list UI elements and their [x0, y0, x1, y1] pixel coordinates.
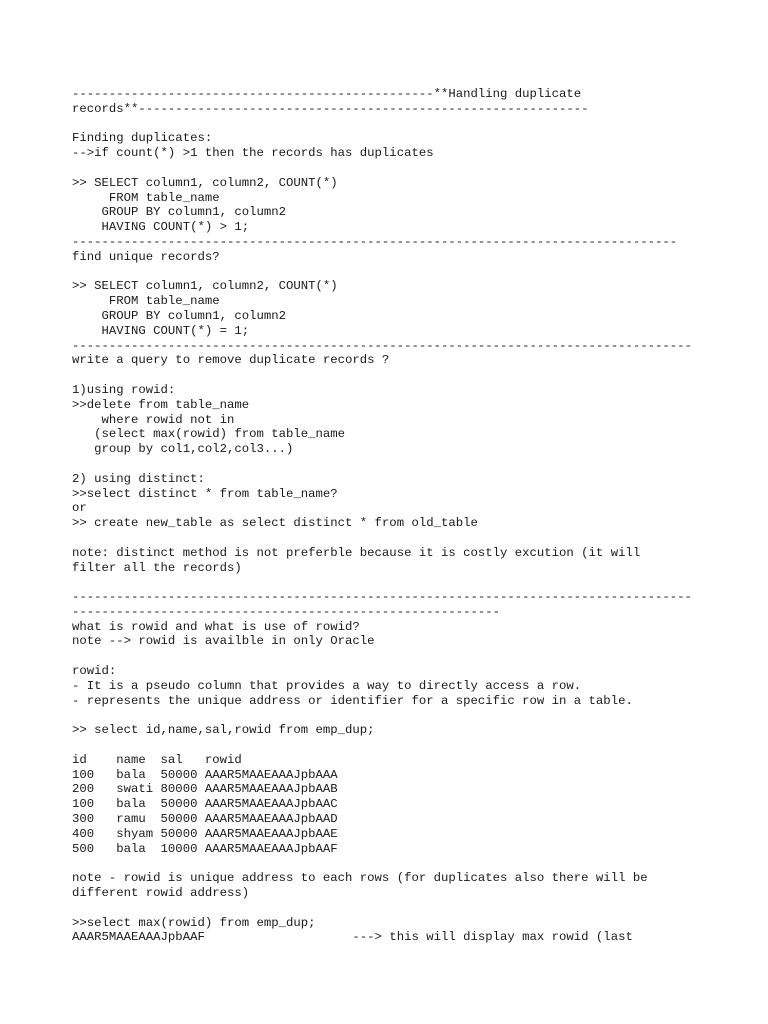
- using-distinct-label: 2) using distinct:: [72, 471, 205, 486]
- blank-line: [72, 117, 732, 132]
- sql-max-rowid-line: >>select max(rowid) from emp_dup;: [72, 915, 316, 930]
- count-note: -->if count(*) >1 then the records has duplicates: [72, 146, 434, 161]
- blank-line: [72, 265, 732, 280]
- sql-group-by-line: GROUP BY column1, column2: [72, 205, 287, 220]
- rowid-label: rowid:: [72, 664, 117, 679]
- distinct-note-line-1: note: distinct method is not preferble because it is costly excution (it will: [72, 545, 641, 560]
- result-table-row: 300 ramu 50000 AAAR5MAAEAAAJpbAAD: [72, 812, 338, 827]
- result-table-row: 100 bala 50000 AAAR5MAAEAAAJpbAAC: [72, 797, 338, 812]
- result-table-row: 200 swati 80000 AAAR5MAAEAAAJpbAAB: [72, 782, 338, 797]
- blank-line: [72, 161, 732, 176]
- sql-select-line: >> SELECT column1, column2, COUNT(*): [72, 175, 338, 190]
- document-page: [72, 87, 732, 945]
- divider-line: ----------------------------------------------------------------------------------: [72, 234, 678, 249]
- sql-subquery-line: (select max(rowid) from table_name: [72, 427, 346, 442]
- sql-from-line: FROM table_name: [72, 190, 220, 205]
- sql-select-line: >> SELECT column1, column2, COUNT(*): [72, 279, 338, 294]
- divider-line: ------------------------------------------------------------------------------------: [72, 338, 692, 353]
- or-label: or: [72, 501, 87, 516]
- sql-from-line: FROM table_name: [72, 294, 220, 309]
- sql-having-line: HAVING COUNT(*) > 1;: [72, 220, 250, 235]
- result-table-row: 100 bala 50000 AAAR5MAAEAAAJpbAAA: [72, 767, 338, 782]
- blank-line: [72, 368, 732, 383]
- blank-line: [72, 856, 732, 871]
- blank-line: [72, 575, 732, 590]
- remove-duplicates-question: write a query to remove duplicate records ?: [72, 353, 390, 368]
- sql-having-line: HAVING COUNT(*) = 1;: [72, 323, 250, 338]
- finding-duplicates-label: Finding duplicates:: [72, 131, 213, 146]
- divider-line: ----------------------------------------------------------: [72, 604, 501, 619]
- divider-line: ------------------------------------------------------------------------------------: [72, 590, 692, 605]
- rowid-definition-1: - It is a pseudo column that provides a way to directly access a row.: [72, 678, 582, 693]
- max-rowid-result-line: AAAR5MAAEAAAJpbAAF ---> this will display max rowid (last: [72, 930, 633, 945]
- heading-line-2: records**-------------------------------------------------------------: [72, 101, 589, 116]
- sql-select-rowid-line: >> select id,name,sal,rowid from emp_dup;: [72, 723, 375, 738]
- distinct-note-line-2: filter all the records): [72, 560, 242, 575]
- rowid-oracle-note: note --> rowid is availble in only Oracle: [72, 634, 375, 649]
- blank-line: [72, 457, 732, 472]
- blank-line: [72, 901, 732, 916]
- sql-select-distinct-line: >>select distinct * from table_name?: [72, 486, 338, 501]
- rowid-unique-note-2: different rowid address): [72, 886, 250, 901]
- blank-line: [72, 738, 732, 753]
- rowid-unique-note-1: note - rowid is unique address to each rows (for duplicates also there will be: [72, 871, 648, 886]
- heading-line-1: -------------------------------------------------**Handling duplicate: [72, 87, 582, 101]
- rowid-definition-2: - represents the unique address or identifier for a specific row in a table.: [72, 693, 633, 708]
- sql-group-by-line: GROUP BY column1, column2: [72, 308, 287, 323]
- sql-where-line: where rowid not in: [72, 412, 235, 427]
- find-unique-label: find unique records?: [72, 249, 220, 264]
- blank-line: [72, 531, 732, 546]
- blank-line: [72, 649, 732, 664]
- sql-create-table-line: >> create new_table as select distinct * from old_table: [72, 516, 478, 531]
- using-rowid-label: 1)using rowid:: [72, 382, 176, 397]
- rowid-question: what is rowid and what is use of rowid?: [72, 619, 360, 634]
- blank-line: [72, 708, 732, 723]
- result-table-row: 500 bala 10000 AAAR5MAAEAAAJpbAAF: [72, 841, 338, 856]
- result-table-header: id name sal rowid: [72, 752, 242, 767]
- sql-group-by-line: group by col1,col2,col3...): [72, 442, 294, 457]
- result-table-row: 400 shyam 50000 AAAR5MAAEAAAJpbAAE: [72, 826, 338, 841]
- sql-delete-line: >>delete from table_name: [72, 397, 250, 412]
